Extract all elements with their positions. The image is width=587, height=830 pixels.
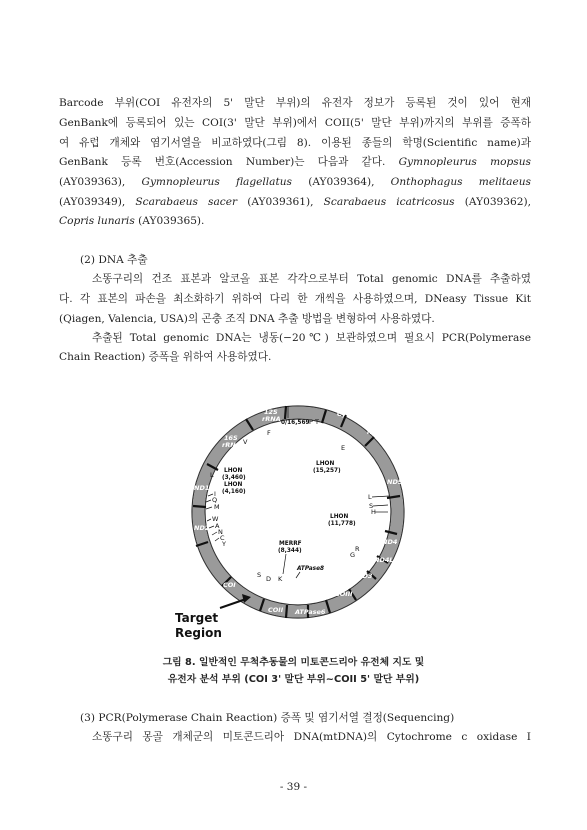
trna-t-label: T	[315, 418, 319, 426]
lhon-position: (11,778)	[328, 521, 356, 527]
lhon-position: (15,257)	[313, 468, 341, 474]
gene-12s-label: 12S	[264, 408, 278, 416]
trna-s-label: S	[257, 571, 262, 579]
accession-number: (AY039363),	[59, 176, 126, 188]
trna-d-label: D	[266, 575, 272, 583]
target-region-label: Target	[175, 611, 219, 625]
trna-y-label: Y	[222, 540, 226, 548]
section2-line4: 추출된 Total genomic DNA는 냉동(−20℃) 보관하였으며 필요시 PCR(Polymerase	[92, 332, 531, 344]
species-name: Onthophagus melitaeus	[390, 176, 531, 188]
species-name: Gymnopleurus mopsus	[398, 156, 531, 168]
gene-nd1-label: ND1	[194, 484, 210, 492]
merrf-position: (8,344)	[278, 548, 302, 554]
section2-line3: (Qiagen, Valencia, USA)의 곤충 조직 DNA 추출 방법을 변형하여 사용하였다.	[59, 313, 435, 325]
species-name: Gymnopleurus flagellatus	[141, 176, 292, 188]
gene-coi-label: COI	[223, 581, 236, 589]
trna-e-label: E	[341, 444, 346, 452]
gene-16s-label: rRNA	[222, 441, 241, 449]
target-region-label: Region	[175, 626, 222, 640]
section2-heading: (2) DNA 추출	[80, 254, 148, 266]
trna-k-label: K	[278, 575, 283, 583]
gene-12s-label: rRNA	[262, 415, 281, 423]
para1-line3: 여 유럽 개체와 염기서열을 비교하였다(그림 8). 이용된 종들의 학명(Scientific name)과	[59, 137, 531, 149]
para1-line4	[59, 153, 531, 173]
trna-w-label: W	[212, 515, 219, 523]
para1-line5	[59, 173, 531, 193]
trna-v-label: V	[243, 438, 248, 446]
trna-q-label: Q	[212, 496, 218, 504]
accession-number: (AY039361),	[247, 196, 314, 208]
trna-r-label: R	[355, 545, 360, 553]
gene-coii-label: COII	[268, 606, 284, 614]
gene-nd4l-label: ND4L	[374, 556, 394, 564]
trna-s2-label: S	[369, 502, 374, 510]
trna-h-label: H	[371, 508, 376, 516]
gene-atpase6-label: ATPase6	[295, 608, 326, 616]
trna-i-label: I	[214, 490, 216, 498]
accession-number: (AY039365).	[138, 215, 205, 227]
lhon-label: LHON	[224, 468, 243, 474]
figure-caption-line1: 그림 8. 일반적인 무척추동물의 미토콘드리아 유전체 지도 및	[162, 657, 425, 668]
trna-p-label: P	[309, 418, 313, 426]
trna-g-label: G	[350, 551, 356, 559]
para1-line1: Barcode 부위(COI 유전자의 5' 말단 부위)의 유전자 정보가 등록된 것이 있어 현재	[59, 97, 531, 109]
gene-cytb-label: Cyt b	[337, 410, 357, 418]
trna-leader-lines	[206, 494, 389, 541]
lhon-label: LHON	[330, 514, 349, 520]
origin-label: 0/16,569	[281, 420, 310, 426]
section3-line1: 소똥구리 몽골 개체군의 미토콘드리아 DNA(mtDNA)의 Cytochrome c oxidase I	[92, 731, 531, 743]
para1-line6	[59, 193, 531, 213]
lhon-position: (4,160)	[222, 489, 246, 495]
gene-nd3-label: ND3	[357, 572, 373, 580]
gene-nd5-label: ND5	[387, 478, 403, 486]
page-number: - 39 -	[279, 781, 308, 793]
section2-line1: 소똥구리의 건조 표본과 알코올 표본 각각으로부터 Total genomic DNA를 추출하였	[92, 273, 531, 285]
accession-number: (AY039349),	[59, 196, 126, 208]
trna-m-label: M	[214, 503, 220, 511]
gene-nd4-label: ND4	[382, 538, 398, 546]
accession-number: (AY039364),	[308, 176, 375, 188]
figure-caption-line2: 유전자 분석 부위 (COI 3' 말단 부위~COII 5' 말단 부위)	[167, 674, 420, 685]
gene-16s-label: 16S	[224, 434, 238, 442]
accession-number: (AY039362),	[464, 196, 532, 208]
trna-a-label: A	[215, 522, 220, 530]
species-name: Scarabaeus sacer	[135, 196, 238, 208]
para1-line7	[59, 212, 531, 232]
para1-line2: GenBank에 등록되어 있는 COI(3' 말단 부위)에서 COII(5' 말단 부위)까지의 부위를 증폭하	[59, 117, 531, 129]
lhon-position: (3,460)	[222, 475, 246, 481]
trna-l2-label: L	[368, 493, 372, 501]
trna-n-label: N	[218, 528, 223, 536]
mitochondrial-genome-map	[160, 378, 432, 646]
trna-f-label: F	[267, 429, 271, 437]
section2-line2: 다. 각 표본의 파손을 최소화하기 위하여 다리 한 개씩을 사용하였으며, DNeasy Tissue Kit	[59, 293, 531, 305]
lhon-label: LHON	[316, 461, 335, 467]
atpase8-label: ATPase8	[297, 566, 325, 572]
species-name: Scarabaeus icatricosus	[323, 196, 455, 208]
gene-nd6-label: ND6	[367, 428, 383, 436]
trna-c-label: C	[220, 534, 225, 542]
species-name: Copris lunaris	[59, 215, 135, 227]
para1-line4-text: GenBank 등록 번호(Accession Number)는 다음과 같다.	[59, 156, 386, 168]
gene-coiii-label: COIII	[335, 590, 353, 598]
merrf-label: MERRF	[279, 541, 302, 547]
gene-nd2-label: ND2	[194, 524, 210, 532]
trna-l-label: L	[210, 471, 214, 479]
section3-heading: (3) PCR(Polymerase Chain Reaction) 증폭 및 염기서열 결정(Sequencing)	[80, 712, 455, 724]
lhon-label: LHON	[224, 482, 243, 488]
section2-line5: Chain Reaction) 증폭을 위하여 사용하였다.	[59, 351, 272, 363]
